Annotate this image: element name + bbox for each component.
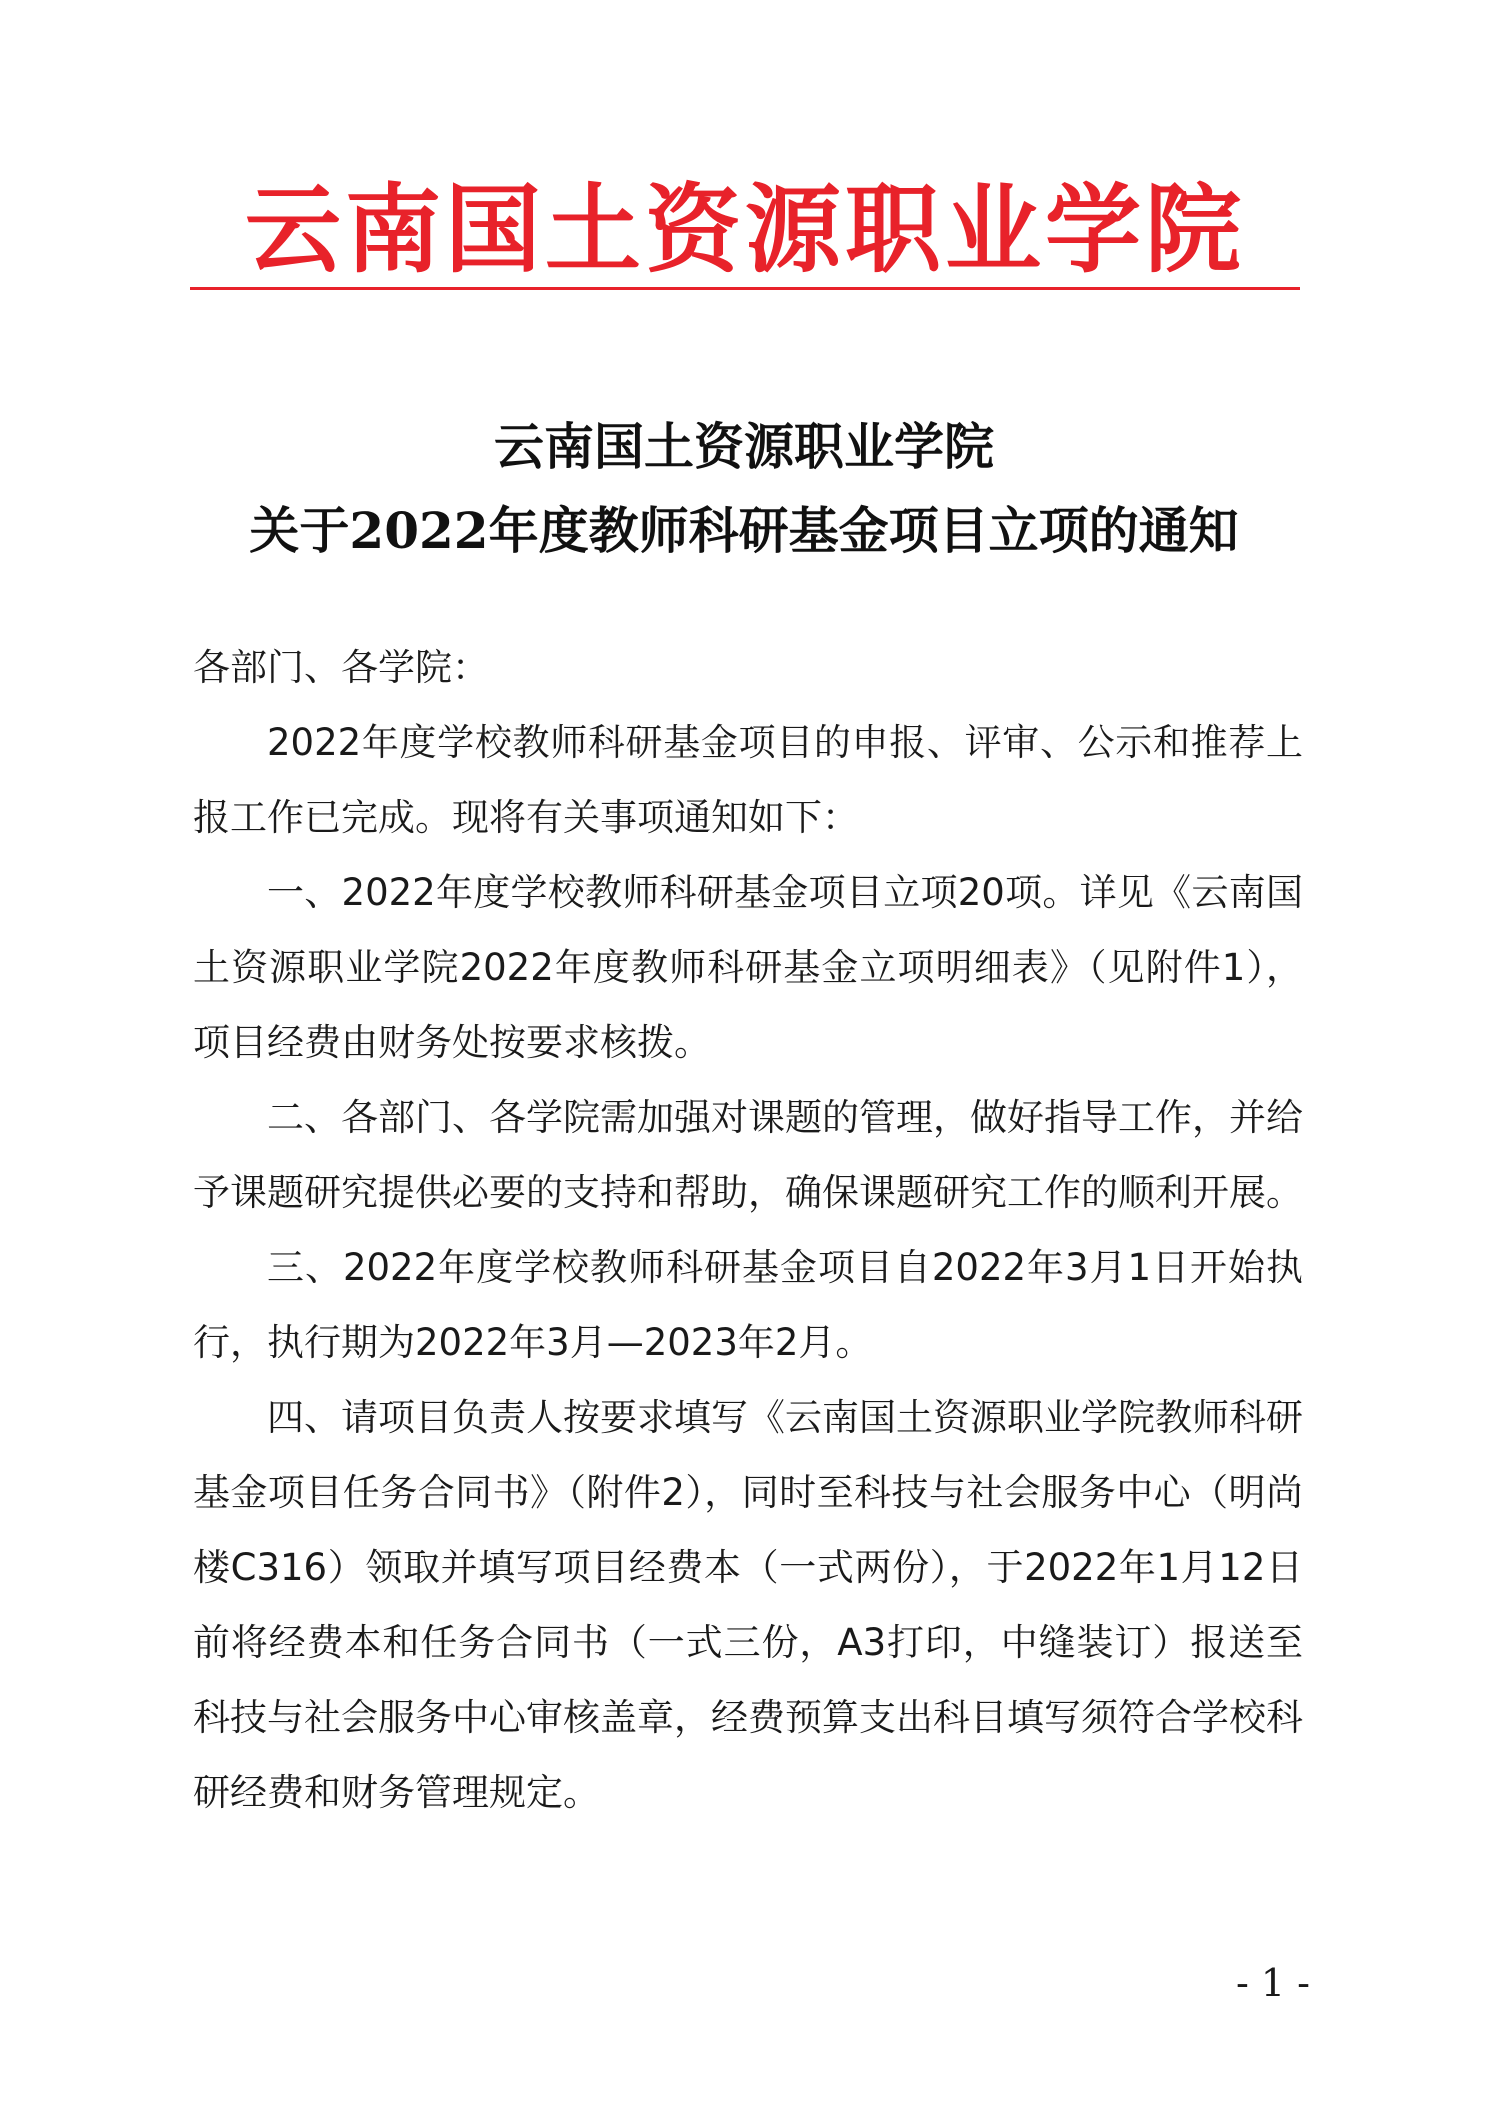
document-title-line-2: 关于2022年度教师科研基金项目立项的通知 (249, 501, 1239, 560)
page-number: - 1 - (1235, 1961, 1310, 2005)
paragraph-intro: 2022年度学校教师科研基金项目的申报、评审、公示和推荐上报工作已完成。现将有关事项通知如下： (193, 721, 1303, 839)
salutation: 各部门、各学院： (193, 646, 489, 689)
document-body (193, 630, 1303, 1830)
document-title (150, 405, 1338, 573)
masthead-red-rule (190, 287, 1300, 290)
paragraph-item-1: 一、2022年度学校教师科研基金项目立项20项。详见《云南国土资源职业学院2022年度教师科研基金立项明细表》（见附件1），项目经费由财务处按要求核拨。 (193, 871, 1303, 1064)
document-title-line-1: 云南国土资源职业学院 (494, 417, 994, 476)
paragraph-item-3: 三、2022年度学校教师科研基金项目自2022年3月1日开始执行，执行期为2022年3月—2023年2月。 (193, 1246, 1303, 1364)
paragraph-item-2: 二、各部门、各学院需加强对课题的管理，做好指导工作，并给予课题研究提供必要的支持和帮助，确保课题研究工作的顺利开展。 (193, 1096, 1303, 1214)
paragraph-item-4: 四、请项目负责人按要求填写《云南国土资源职业学院教师科研基金项目任务合同书》（附件2），同时至科技与社会服务中心（明尚楼C316）领取并填写项目经费本（一式两份），于2022年1月12日前将经费本和任务合同书（一式三份，A3打印，中缝装订）报送至科技与社会服务中心审核盖章，经费预算支出科目填写须符合学校科研经费和财务管理规定。 (193, 1396, 1303, 1814)
masthead-institution-name: 云南国土资源职业学院 (245, 173, 1245, 286)
